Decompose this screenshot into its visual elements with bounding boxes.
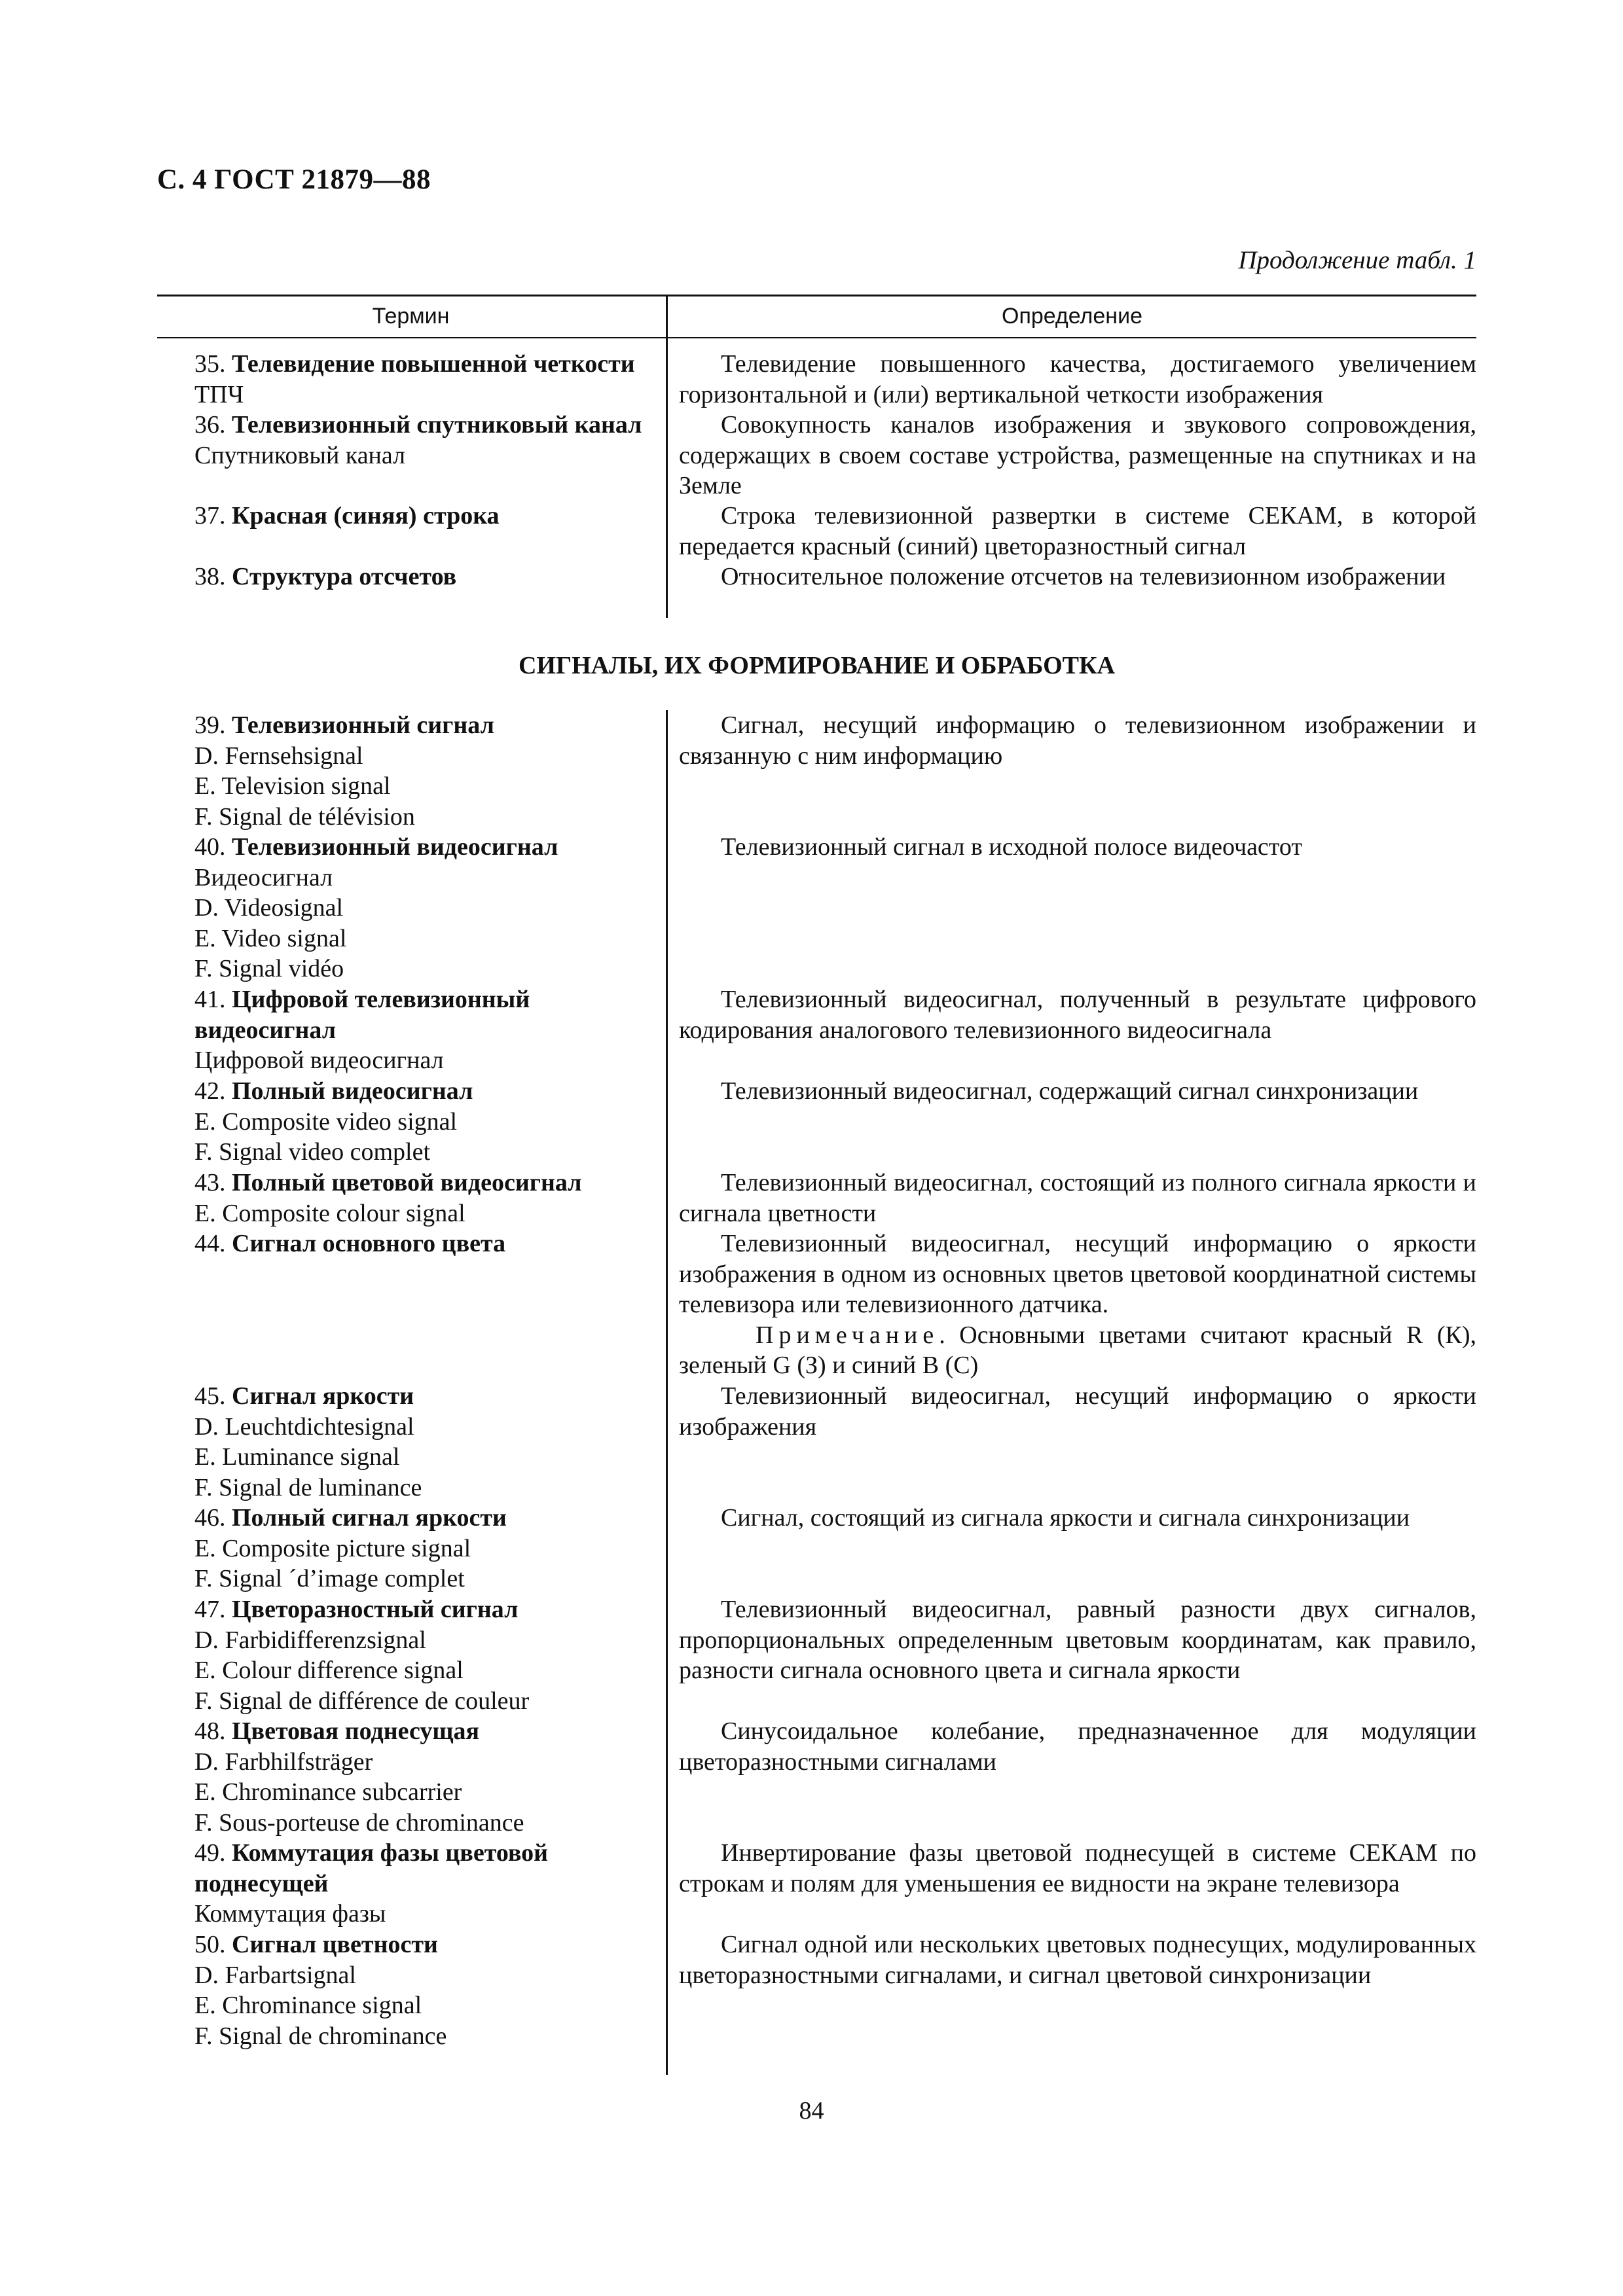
definition-cell <box>679 984 1476 1045</box>
term-translation: F. Signal vidéo <box>194 955 344 982</box>
term-name: Телевизионный сигнал <box>232 711 494 739</box>
term-translation: E. Chrominance subcarrier <box>194 1778 462 1806</box>
term-translation: E. Composite colour signal <box>194 1199 465 1227</box>
term-name: Красная (синяя) строка <box>232 502 500 529</box>
term-row-45 <box>0 1381 1623 1503</box>
terms-block-1 <box>0 349 1623 622</box>
term-number: 46. <box>194 1504 226 1532</box>
term-cell <box>194 1076 653 1168</box>
term-name: Сигнал яркости <box>232 1382 414 1410</box>
term-name: Сигнал цветности <box>232 1931 438 1958</box>
definition-text: Инвертирование фазы цветовой поднесущей в системе СЕКАМ по строкам и полям для уменьшения ее видности на экране телевизора <box>679 1839 1476 1897</box>
definition-text: Телевидение повышенного качества, достигаемого увеличением горизонтальной и (или) вертикальной четкости изображения <box>679 350 1476 408</box>
definition-cell <box>679 1168 1476 1229</box>
term-number: 44. <box>194 1230 226 1257</box>
definition-cell <box>679 1076 1476 1107</box>
term-number: 38. <box>194 563 226 590</box>
definition-cell <box>679 1929 1476 1990</box>
term-row-39 <box>0 710 1623 832</box>
column-header-term: Термин <box>372 304 450 329</box>
definition-text: Телевизионный видеосигнал, содержащий сигнал синхронизации <box>721 1077 1419 1105</box>
definition-cell <box>679 349 1476 410</box>
term-cell <box>194 1229 653 1259</box>
term-row-42 <box>0 1076 1623 1168</box>
term-number: 41. <box>194 986 226 1013</box>
term-synonym: Спутниковый канал <box>194 441 406 469</box>
term-number: 43. <box>194 1169 226 1196</box>
definition-cell <box>679 501 1476 562</box>
definition-text: Телевизионный видеосигнал, полученный в результате цифрового кодирования аналогового телевизионного видеосигнала <box>679 986 1476 1044</box>
definition-text: Телевизионный видеосигнал, состоящий из полного сигнала яркости и сигнала цветности <box>679 1169 1476 1227</box>
term-number: 48. <box>194 1717 226 1745</box>
term-translation: F. Signal video complet <box>194 1138 431 1166</box>
page-number: 84 <box>799 2097 824 2125</box>
term-name: Цветовая поднесущая <box>232 1717 479 1745</box>
definition-text: Строка телевизионной развертки в системе СЕКАМ, в которой передается красный (синий) цветоразностный сигнал <box>679 502 1476 560</box>
term-number: 50. <box>194 1931 226 1958</box>
term-number: 42. <box>194 1077 226 1105</box>
term-row-46 <box>0 1503 1623 1594</box>
definition-text: Телевизионный видеосигнал, несущий информацию о яркости изображения в одном из основных цветов цветовой координатной системы телевизора или телевизионного датчика. <box>679 1230 1476 1318</box>
term-cell <box>194 1929 653 2051</box>
term-row-47 <box>0 1594 1623 1716</box>
table-header-rule <box>157 337 1476 338</box>
note-text: . Основными цветами считают красный R (К), зеленый G (З) и синий B (С) <box>679 1321 1476 1379</box>
definition-cell <box>679 1838 1476 1899</box>
definition-text: Сигнал, состоящий из сигнала яркости и сигнала синхронизации <box>721 1504 1410 1532</box>
term-row-38 <box>0 562 1623 622</box>
definition-cell <box>679 1716 1476 1777</box>
term-translation: F. Signal de luminance <box>194 1473 422 1501</box>
term-translation: F. Signal de chrominance <box>194 2022 447 2050</box>
term-cell <box>194 1381 653 1503</box>
term-number: 40. <box>194 833 226 861</box>
term-cell <box>194 710 653 832</box>
term-row-41 <box>0 984 1623 1076</box>
definition-text: Сигнал одной или нескольких цветовых поднесущих, модулированных цветоразностными сигналами, и сигнал цветовой синхронизации <box>679 1931 1476 1989</box>
term-name: Сигнал основного цвета <box>232 1230 506 1257</box>
term-row-44 <box>0 1229 1623 1381</box>
definition-cell <box>679 832 1476 863</box>
term-cell <box>194 410 653 471</box>
section-heading: СИГНАЛЫ, ИХ ФОРМИРОВАНИЕ И ОБРАБОТКА <box>518 652 1116 679</box>
term-translation: E. Composite picture signal <box>194 1534 471 1562</box>
definition-text: Телевизионный видеосигнал, несущий информацию о яркости изображения <box>679 1382 1476 1441</box>
term-translation: E. Composite video signal <box>194 1107 458 1136</box>
term-row-49 <box>0 1838 1623 1929</box>
term-translation: F. Signal de télévision <box>194 802 415 831</box>
term-translation: D. Videosignal <box>194 894 344 922</box>
definition-text: Телевизионный видеосигнал, равный разности двух сигналов, пропорциональных определенным цветовым координатам, как правило, разности сигнала основного цвета и сигнала яркости <box>679 1596 1476 1684</box>
page-header: С. 4 ГОСТ 21879—88 <box>157 164 431 195</box>
definition-cell <box>679 1229 1476 1381</box>
term-cell <box>194 1838 653 1929</box>
term-cell <box>194 1168 653 1229</box>
term-cell <box>194 1716 653 1838</box>
term-name: Полный видеосигнал <box>232 1077 473 1105</box>
term-cell <box>194 501 653 531</box>
term-translation: E. Television signal <box>194 772 391 800</box>
definition-text: Телевизионный сигнал в исходной полосе видеочастот <box>721 833 1303 861</box>
table-continuation-label: Продолжение табл. 1 <box>1238 246 1476 274</box>
term-row-50 <box>0 1929 1623 2051</box>
definition-cell <box>679 410 1476 501</box>
term-name: Цифровой телевизионный видеосигнал <box>194 986 530 1044</box>
terms-block-2 <box>0 710 1623 2051</box>
term-number: 36. <box>194 411 226 439</box>
term-name: Коммутация фазы цветовой поднесущей <box>194 1839 549 1897</box>
definition-text: Сигнал, несущий информацию о телевизионном изображении и связанную с ним информацию <box>679 711 1476 770</box>
definition-cell <box>679 562 1476 592</box>
term-synonym: Коммутация фазы <box>194 1900 386 1928</box>
term-translation: E. Colour difference signal <box>194 1657 464 1684</box>
term-row-48 <box>0 1716 1623 1838</box>
term-cell <box>194 984 653 1076</box>
term-cell <box>194 832 653 984</box>
term-number: 39. <box>194 711 226 739</box>
term-translation: F. Signal ´d’image complet <box>194 1565 465 1592</box>
term-name: Телевидение повышенной четкости <box>232 350 635 378</box>
term-number: 37. <box>194 502 226 529</box>
term-translation: F. Sous-porteuse de chrominance <box>194 1808 524 1837</box>
term-synonym: Цифровой видеосигнал <box>194 1047 444 1074</box>
definition-text: Относительное положение отсчетов на телевизионном изображении <box>721 563 1446 590</box>
definition-cell <box>679 1594 1476 1686</box>
term-number: 35. <box>194 350 226 378</box>
term-cell <box>194 1503 653 1594</box>
term-cell <box>194 349 653 410</box>
term-name: Полный цветовой видеосигнал <box>232 1169 582 1196</box>
column-header-definition: Определение <box>1002 304 1142 329</box>
definition-cell <box>679 1503 1476 1534</box>
definition-text: Совокупность каналов изображения и звукового сопровождения, содержащих в своем составе устройства, размещенные на спутниках и на Земле <box>679 411 1476 499</box>
note-label: Примечание <box>756 1321 939 1349</box>
definition-text: Синусоидальное колебание, предназначенное для модуляции цветоразностными сигналами <box>679 1717 1476 1776</box>
term-synonym: ТПЧ <box>194 380 244 408</box>
term-row-36 <box>0 410 1623 501</box>
term-translation: D. Farbhilfsträger <box>194 1748 373 1776</box>
term-name: Телевизионный спутниковый канал <box>232 411 642 439</box>
term-cell <box>194 1594 653 1716</box>
term-number: 47. <box>194 1596 226 1623</box>
term-translation: D. Farbartsignal <box>194 1961 356 1989</box>
definition-cell <box>679 1381 1476 1442</box>
term-name: Полный сигнал яркости <box>232 1504 507 1532</box>
term-row-37 <box>0 501 1623 562</box>
term-synonym: Видеосигнал <box>194 863 333 891</box>
term-translation: E. Video signal <box>194 924 347 952</box>
term-translation: E. Chrominance signal <box>194 1992 422 2019</box>
term-translation: D. Leuchtdichtesignal <box>194 1412 414 1441</box>
term-translation: D. Farbidifferenzsignal <box>194 1626 426 1654</box>
term-row-43 <box>0 1168 1623 1229</box>
table-top-rule <box>157 295 1476 296</box>
term-name: Структура отсчетов <box>232 563 457 590</box>
term-cell <box>194 562 653 592</box>
term-number: 45. <box>194 1382 226 1410</box>
term-translation: D. Fernsehsignal <box>194 742 363 770</box>
definition-cell <box>679 710 1476 771</box>
term-name: Цветоразностный сигнал <box>232 1596 519 1623</box>
term-row-35 <box>0 349 1623 410</box>
definition-note <box>679 1320 1476 1381</box>
term-row-40 <box>0 832 1623 984</box>
term-number: 49. <box>194 1839 226 1867</box>
term-name: Телевизионный видеосигнал <box>232 833 558 861</box>
term-translation: F. Signal de différence de couleur <box>194 1687 530 1715</box>
term-translation: E. Luminance signal <box>194 1443 400 1471</box>
